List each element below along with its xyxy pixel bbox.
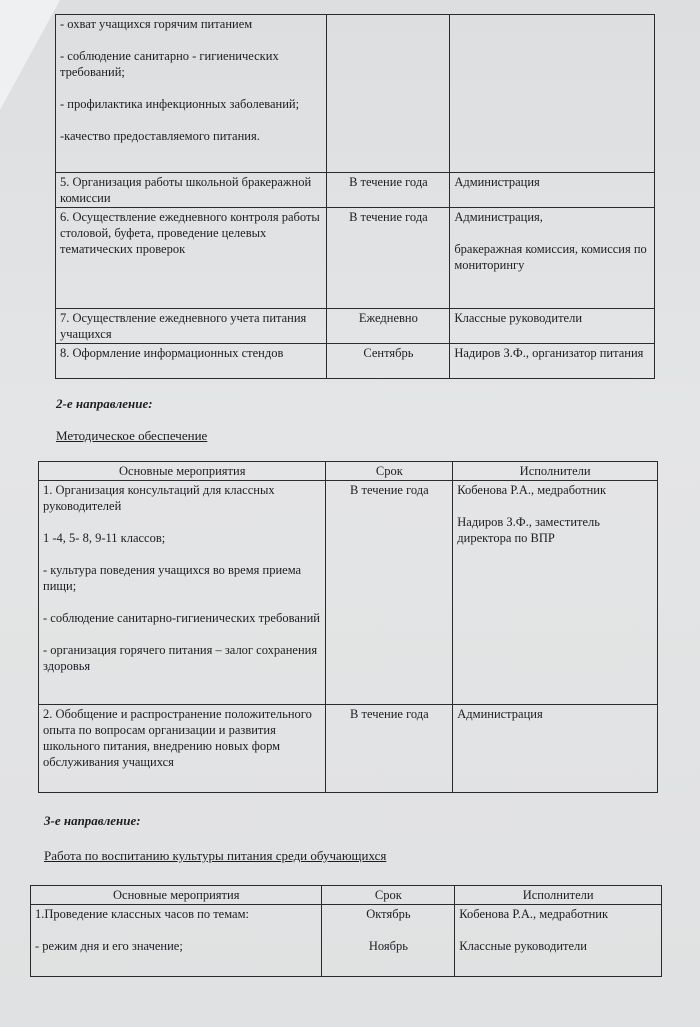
term-cell: В течение года [327, 208, 450, 309]
term-cell: В течение года [326, 481, 453, 705]
column-header-events: Основные мероприятия [31, 886, 322, 905]
term-cell: Октябрь Ноябрь [322, 905, 455, 977]
table-row [39, 481, 658, 705]
table-direction-3 [30, 885, 662, 977]
executor-cell: Надиров З.Ф., организатор питания [450, 344, 655, 379]
column-header-term: Срок [326, 462, 453, 481]
table-row [56, 208, 655, 309]
event-cell: 7. Осуществление ежедневного учета питания учащихся [56, 309, 327, 344]
table-direction-2 [38, 461, 658, 793]
event-cell: 6. Осуществление ежедневного контроля работы столовой, буфета, проведение целевых тематических проверок [56, 208, 327, 309]
event-cell: 1.Проведение классных часов по темам: - режим дня и его значение; [31, 905, 322, 977]
term-cell: В течение года [326, 705, 453, 793]
table-row [39, 705, 658, 793]
direction-3-heading: 3-е направление: [44, 813, 141, 828]
column-header-events: Основные мероприятия [39, 462, 326, 481]
executor-cell: Администрация [450, 173, 655, 208]
direction-2-heading: 2-е направление: [56, 396, 153, 411]
page-corner-fold [0, 0, 60, 110]
table-direction-1-continued [55, 14, 655, 379]
term-cell [327, 15, 450, 173]
table-row [56, 309, 655, 344]
table-header-row [31, 886, 662, 905]
term-cell: В течение года [327, 173, 450, 208]
column-header-executors: Исполнители [455, 886, 662, 905]
executor-cell [450, 15, 655, 173]
table-row [31, 905, 662, 977]
direction-3-title: Работа по воспитанию культуры питания среди обучающихся [44, 848, 387, 863]
event-cell: 1. Организация консультаций для классных руководителей 1 -4, 5- 8, 9-11 классов; - культура поведения учащихся во время приема пищи; - соблюдение санитарно-гигиенических требований - организация горячего питания – залог сохранения здоровья [39, 481, 326, 705]
executor-cell: Администрация [453, 705, 658, 793]
direction-2-title: Методическое обеспечение [56, 428, 208, 443]
executor-cell: Кобенова Р.А., медработник Надиров З.Ф., заместитель директора по ВПР [453, 481, 658, 705]
table-header-row [39, 462, 658, 481]
column-header-executors: Исполнители [453, 462, 658, 481]
executor-cell: Кобенова Р.А., медработник Классные руководители [455, 905, 662, 977]
term-cell: Ежедневно [327, 309, 450, 344]
event-cell: 2. Обобщение и распространение положительного опыта по вопросам организации и развития школьного питания, внедрению новых форм обслуживания учащихся [39, 705, 326, 793]
executor-cell: Администрация, бракеражная комиссия, комиссия по мониторингу [450, 208, 655, 309]
column-header-term: Срок [322, 886, 455, 905]
term-cell: Сентябрь [327, 344, 450, 379]
table-row [56, 344, 655, 379]
table-row [56, 15, 655, 173]
table-row [56, 173, 655, 208]
event-cell: - охват учащихся горячим питанием - соблюдение санитарно - гигиенических требований; - профилактика инфекционных заболеваний; -качество предоставляемого питания. [56, 15, 327, 173]
executor-cell: Классные руководители [450, 309, 655, 344]
event-cell: 8. Оформление информационных стендов [56, 344, 327, 379]
event-cell: 5. Организация работы школьной бракеражной комиссии [56, 173, 327, 208]
